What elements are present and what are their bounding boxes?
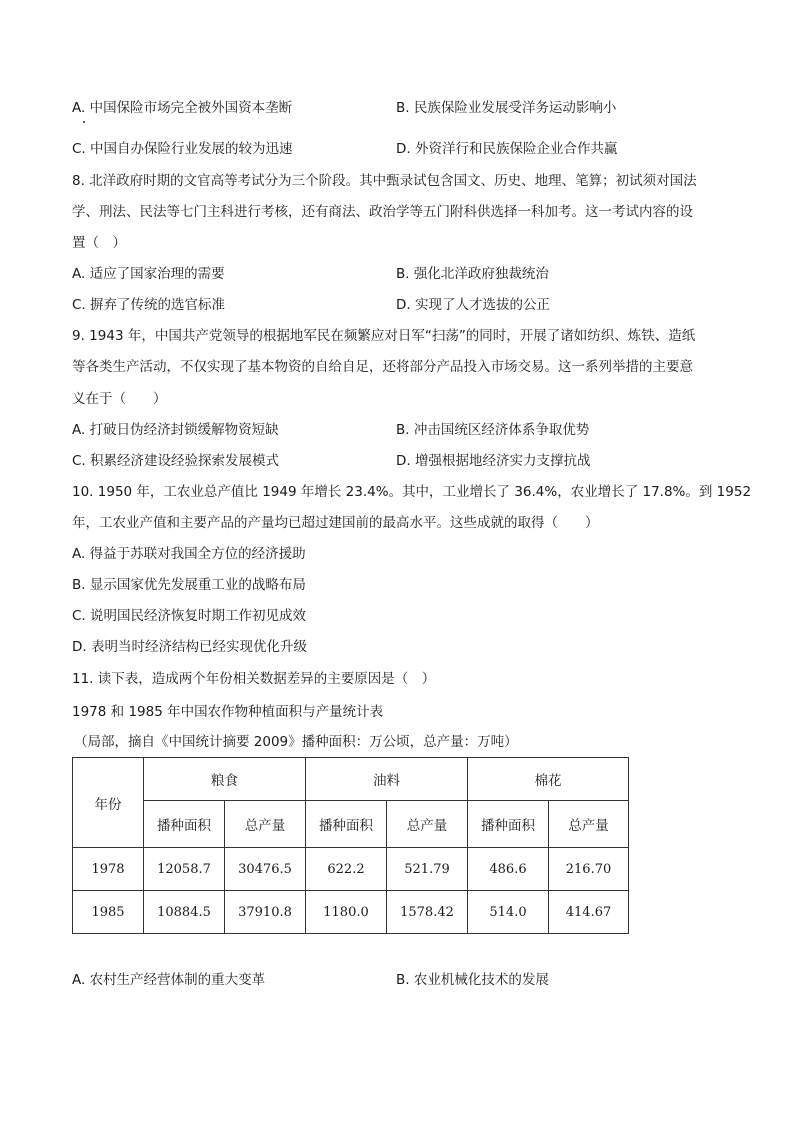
q8-option-b: B. 强化北洋政府独裁统治 — [396, 266, 549, 282]
q9-option-c: C. 积累经济建设经验探索发展模式 — [72, 453, 280, 469]
q9-option-a: A. 打破日伪经济封锁缓解物资短缺 — [72, 422, 279, 438]
subheader-cell: 总产量 — [549, 801, 629, 848]
table-row — [73, 891, 629, 934]
subheader-cell: 总产量 — [387, 801, 468, 848]
table-cell: 1180.0 — [306, 891, 387, 934]
q9-stem-line-3: 义在于（ ） — [72, 391, 167, 407]
q7-option-a: A. 中国保险市场完全被外国资本垄断 — [72, 100, 293, 116]
q10-option-a: A. 得益于苏联对我国全方位的经济援助 — [72, 546, 306, 562]
subheader-cell: 播种面积 — [306, 801, 387, 848]
subheader-cell: 播种面积 — [468, 801, 549, 848]
table-cell: 514.0 — [468, 891, 549, 934]
q7-option-c: C. 中国自办保险行业发展的较为迅速 — [72, 141, 293, 157]
group-header-cotton: 棉花 — [468, 758, 629, 801]
table-cell: 1578.42 — [387, 891, 468, 934]
q8-stem-line-3: 置（ ） — [72, 235, 126, 251]
subheader-cell: 总产量 — [225, 801, 306, 848]
year-header: 年份 — [73, 758, 144, 848]
table-cell: 12058.7 — [144, 848, 225, 891]
q10-option-b: B. 显示国家优先发展重工业的战略布局 — [72, 577, 306, 593]
year-cell: 1985 — [73, 891, 144, 934]
q9-stem-line-1: 9. 1943 年，中国共产党领导的根据地军民在频繁应对日军“扫荡”的同时，开展了诸如纺织、炼铁、造纸 — [72, 328, 696, 344]
q8-stem-line-1: 8. 北洋政府时期的文官高等考试分为三个阶段。其中甄录试包含国文、历史、地理、笔算；初试须对国法 — [72, 173, 697, 189]
table-cell: 622.2 — [306, 848, 387, 891]
q10-stem-line-1: 10. 1950 年，工农业总产值比 1949 年增长 23.4%。其中，工业增长了 36.4%，农业增长了 17.8%。到 1952 — [72, 484, 752, 500]
group-header-grain: 粮食 — [144, 758, 306, 801]
stray-dot — [83, 121, 85, 123]
q10-option-d: D. 表明当时经济结构已经实现优化升级 — [72, 639, 307, 655]
table-subheader-row — [73, 801, 629, 848]
q8-option-a: A. 适应了国家治理的需要 — [72, 266, 225, 282]
q8-option-c: C. 摒弃了传统的选官标准 — [72, 297, 226, 313]
table-cell: 216.70 — [549, 848, 629, 891]
table-cell: 414.67 — [549, 891, 629, 934]
q8-stem-line-2: 学、刑法、民法等七门主科进行考核，还有商法、政治学等五门附科供选择一科加考。这一考试内容的设 — [72, 204, 693, 220]
table-cell: 37910.8 — [225, 891, 306, 934]
crop-statistics-table — [72, 757, 629, 934]
q7-option-d: D. 外资洋行和民族保险企业合作共赢 — [396, 141, 618, 157]
subheader-cell: 播种面积 — [144, 801, 225, 848]
q9-option-b: B. 冲击国统区经济体系争取优势 — [396, 422, 590, 438]
q11-stem: 11. 读下表，造成两个年份相关数据差异的主要原因是（ ） — [72, 671, 436, 687]
table-note: （局部，摘自《中国统计摘要 2009》播种面积：万公顷，总产量：万吨） — [74, 734, 518, 750]
q7-option-b: B. 民族保险业发展受洋务运动影响小 — [396, 100, 617, 116]
q11-option-b: B. 农业机械化技术的发展 — [396, 972, 549, 988]
table-header-row — [73, 758, 629, 801]
table-cell: 30476.5 — [225, 848, 306, 891]
table-cell: 486.6 — [468, 848, 549, 891]
table-cell: 521.79 — [387, 848, 468, 891]
table-title: 1978 和 1985 年中国农作物种植面积与产量统计表 — [72, 704, 384, 720]
q11-option-a: A. 农村生产经营体制的重大变革 — [72, 972, 266, 988]
q10-option-c: C. 说明国民经济恢复时期工作初见成效 — [72, 608, 307, 624]
q9-stem-line-2: 等各类生产活动，不仅实现了基本物资的自给自足，还将部分产品投入市场交易。这一系列举措的主要意 — [72, 359, 693, 375]
group-header-oil: 油料 — [306, 758, 468, 801]
q9-option-d: D. 增强根据地经济实力支撑抗战 — [396, 453, 591, 469]
year-cell: 1978 — [73, 848, 144, 891]
q10-stem-line-2: 年，工农业产值和主要产品的产量均已超过建国前的最高水平。这些成就的取得（ ） — [72, 515, 599, 531]
q8-option-d: D. 实现了人才选拔的公正 — [396, 297, 550, 313]
table-row — [73, 848, 629, 891]
table-cell: 10884.5 — [144, 891, 225, 934]
